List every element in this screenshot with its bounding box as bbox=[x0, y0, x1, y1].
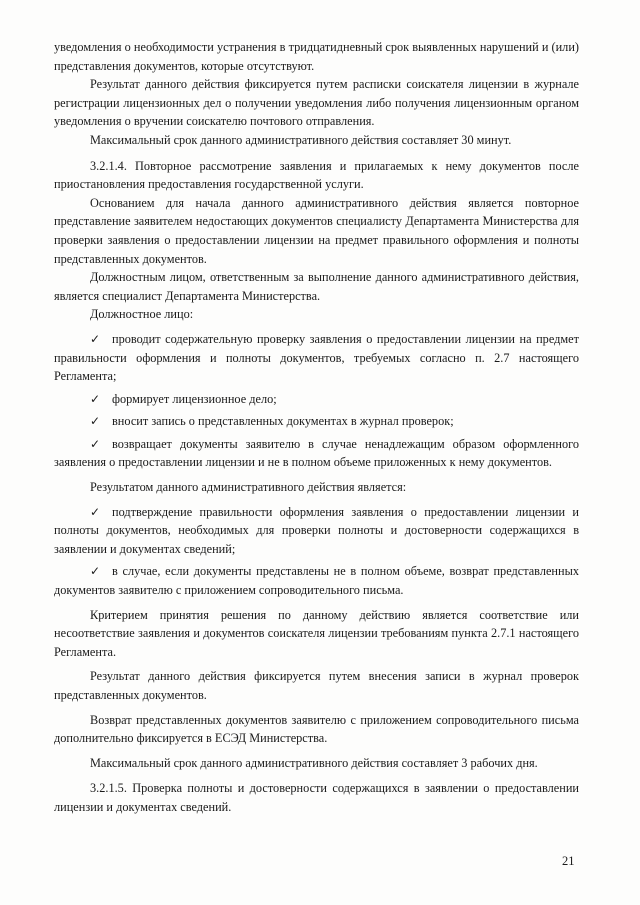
bullet-item bbox=[54, 435, 579, 472]
bullet-text: проводит содержательную проверку заявления о предоставлении лицензии на предмет правильности оформления и полноты документов, требуемых согласно п. 2.7 настоящего Регламента; bbox=[54, 331, 579, 384]
bullet-item bbox=[54, 390, 579, 409]
bullet-text: формирует лицензионное дело; bbox=[112, 391, 277, 406]
section-heading-3-2-1-4: 3.2.1.4. Повторное рассмотрение заявления и прилагаемых к нему документов после приостановления предоставления государственной услуги. bbox=[54, 158, 579, 192]
checkmark-icon: ✓ bbox=[90, 414, 101, 429]
paragraph: Основанием для начала данного административного действия является повторное представление заявителем недостающих документов специалисту Департамента Министерства для проверки заявления о предоставлении лицензии на предмет правильного оформления и полноты представленных документов. bbox=[54, 195, 579, 266]
checkmark-icon: ✓ bbox=[90, 564, 101, 579]
paragraph: Результат данного действия фиксируется путем расписки соискателя лицензии в журнале регистрации лицензионных дел о получении уведомления либо получения лицензионным органом уведомления о вручении соискателю почтового отправления. bbox=[54, 77, 579, 129]
checkmark-icon: ✓ bbox=[90, 436, 101, 451]
paragraph: Критерием принятия решения по данному действию является соответствие или несоответствие заявления и документов соискателя лицензии требованиям пункта 2.7.1 настоящего Регламента. bbox=[54, 607, 579, 659]
paragraph: Результат данного действия фиксируется путем внесения записи в журнал проверок представленных документов. bbox=[54, 669, 579, 702]
checkmark-icon: ✓ bbox=[90, 504, 101, 519]
paragraph: уведомления о необходимости устранения в тридцатидневный срок выявленных нарушений и (или) представления документов, которые отсутствуют. bbox=[54, 40, 579, 73]
bullet-text: подтверждение правильности оформления заявления о предоставлении лицензии и полноты документов, необходимых для проверки полноты и достоверности содержащихся в заявлении и документах сведений; bbox=[54, 504, 579, 556]
bullet-item bbox=[54, 562, 579, 599]
paragraph: Максимальный срок данного административного действия составляет 3 рабочих дня. bbox=[90, 755, 538, 770]
checkmark-icon: ✓ bbox=[90, 391, 101, 406]
document-body bbox=[54, 38, 579, 817]
section-heading-3-2-1-5: 3.2.1.5. Проверка полноты и достоверности содержащихся в заявлении о предоставлении лицензии и документах сведений. bbox=[54, 781, 579, 814]
paragraph: Максимальный срок данного административного действия составляет 30 минут. bbox=[90, 132, 512, 147]
bullet-item bbox=[54, 503, 579, 559]
page-number: 21 bbox=[562, 854, 575, 868]
bullet-text: вносит запись о представленных документах в журнал проверок; bbox=[112, 414, 454, 429]
paragraph: Должностным лицом, ответственным за выполнение данного административного действия, является специалист Департамента Министерства. bbox=[54, 270, 579, 303]
checkmark-icon: ✓ bbox=[90, 331, 101, 346]
bullet-text: возвращает документы заявителю в случае ненадлежащим образом оформленного заявления о предоставлении лицензии и не в полном объеме приложенных к нему документов. bbox=[54, 436, 579, 470]
paragraph: Возврат представленных документов заявителю с приложением сопроводительного письма дополнительно фиксируется в ЕСЭД Министерства. bbox=[54, 712, 579, 746]
bullet-item bbox=[54, 330, 579, 386]
paragraph: Результатом данного административного действия является: bbox=[90, 480, 407, 495]
paragraph: Должностное лицо: bbox=[90, 307, 194, 322]
bullet-item bbox=[54, 412, 579, 431]
bullet-text: в случае, если документы представлены не в полном объеме, возврат представленных документов заявителю с приложением сопроводительного письма. bbox=[54, 564, 579, 598]
